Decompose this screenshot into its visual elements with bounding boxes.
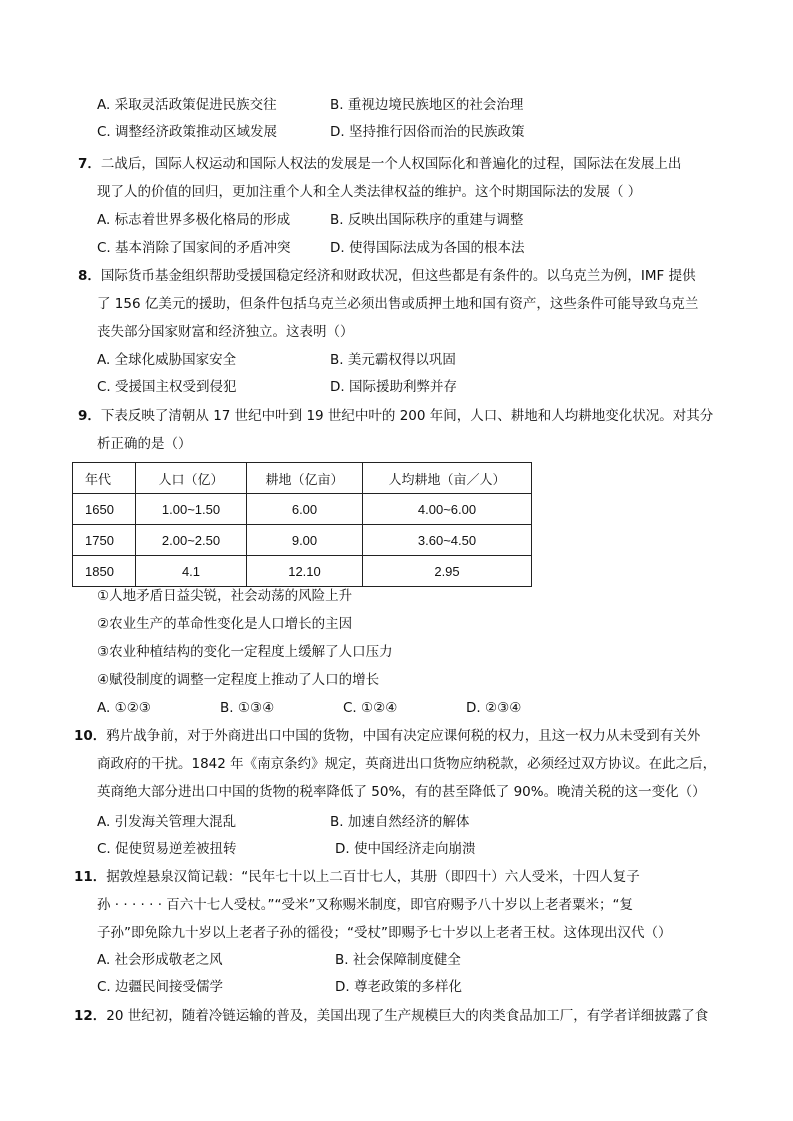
q7-option-d[interactable] — [330, 238, 524, 258]
q12-stem-line1 — [74, 1006, 708, 1026]
option-text: 使得国际法成为各国的根本法 — [348, 240, 525, 256]
q7-option-c[interactable] — [97, 238, 291, 258]
option-label: A. — [97, 952, 111, 968]
option-text: 促使贸易逆差被扭转 — [115, 841, 237, 857]
q11-option-c[interactable] — [97, 977, 223, 997]
q11-option-d[interactable] — [335, 977, 462, 997]
population-farmland-table — [72, 462, 532, 587]
option-text: 引发海关管理大混乱 — [114, 814, 237, 830]
option-label: D. — [330, 240, 345, 256]
option-text: 坚持推行因俗而治的民族政策 — [348, 124, 525, 140]
option-text: ②③④ — [484, 700, 522, 716]
table-cell: 12.10 — [247, 556, 363, 587]
q9-number: 9． — [78, 408, 101, 424]
table-header-row — [73, 463, 532, 494]
option-text: 美元霸权得以巩固 — [347, 352, 456, 368]
option-text: 国际援助利弊并存 — [348, 379, 457, 395]
table-header-cell: 耕地（亿亩） — [247, 463, 363, 494]
q9-option-c[interactable] — [343, 698, 397, 718]
q7-option-a[interactable] — [97, 210, 290, 230]
q10-stem-line3: 英商绝大部分进出口中国的货物的税率降低了 50%，有的甚至降低了 90%。晚清关税的这一变化（） — [97, 784, 706, 800]
option-label: B. — [330, 97, 344, 113]
table-cell: 1750 — [73, 525, 136, 556]
option-label: C. — [97, 979, 111, 995]
q6-option-b[interactable] — [330, 95, 523, 115]
q9-statement-3: ③农业种植结构的变化一定程度上缓解了人口压力 — [97, 644, 393, 660]
option-label: C. — [97, 124, 111, 140]
option-label: A. — [97, 352, 111, 368]
option-label: C. — [343, 700, 357, 716]
option-text: ①②④ — [361, 700, 398, 716]
q11-stem-line1 — [74, 867, 640, 887]
table-cell: 1.00~1.50 — [136, 494, 247, 525]
q9-option-b[interactable] — [220, 698, 274, 718]
q9-text: 下表反映了清朝从 17 世纪中叶到 19 世纪中叶的 200 年间，人口、耕地和人均耕地变化状况。对其分 — [100, 408, 714, 424]
q7-text: 二战后，国际人权运动和国际人权法的发展是一个人权国际化和普遍化的过程，国际法在发展上出 — [100, 156, 682, 172]
q11-option-a[interactable] — [97, 950, 223, 970]
q8-text: 国际货币基金组织帮助受援国稳定经济和财政状况，但这些都是有条件的。以乌克兰为例，IMF 提供 — [100, 268, 696, 284]
q11-number: 11． — [74, 869, 107, 885]
q8-stem-line3: 丧失部分国家财富和经济独立。这表明（） — [97, 324, 354, 340]
table-header-cell: 人均耕地（亩／人） — [363, 463, 532, 494]
option-text: 受援国主权受到侵犯 — [115, 379, 237, 395]
table-cell: 4.1 — [136, 556, 247, 587]
q8-stem-line2: 了 156 亿美元的援助，但条件包括乌克兰必须出售或质押土地和国有资产，这些条件可能导致乌克兰 — [97, 296, 699, 312]
q12-number: 12． — [74, 1008, 107, 1024]
q9-option-a[interactable] — [97, 698, 151, 718]
q9-statement-2: ②农业生产的革命性变化是人口增长的主因 — [97, 616, 353, 632]
option-text: 边疆民间接受儒学 — [115, 979, 224, 995]
table-row — [73, 494, 532, 525]
q6-option-c[interactable] — [97, 122, 277, 142]
table-header-cell: 人口（亿） — [136, 463, 247, 494]
option-text: 调整经济政策推动区域发展 — [115, 124, 278, 140]
q8-stem-line1 — [78, 266, 696, 286]
q6-option-a[interactable] — [97, 95, 277, 115]
q11-stem-line3: 子孙”即免除九十岁以上老者子孙的徭役；“受杖”即赐予七十岁以上老者王杖。这体现出汉代（） — [97, 925, 672, 941]
option-label: B. — [330, 814, 344, 830]
table-header-cell: 年代 — [73, 463, 136, 494]
q10-stem-line2: 商政府的干扰。1842 年《南京条约》规定，英商进出口货物应纳税款，必须经过双方协议。在此之后， — [97, 756, 717, 772]
option-label: D. — [335, 979, 350, 995]
option-label: D. — [335, 841, 350, 857]
q10-option-c[interactable] — [97, 839, 237, 859]
q9-stem-line2: 析正确的是（） — [97, 436, 192, 452]
table-row — [73, 556, 532, 587]
option-text: 采取灵活政策促进民族交往 — [114, 97, 277, 113]
table-cell: 9.00 — [247, 525, 363, 556]
option-label: D. — [330, 124, 345, 140]
q10-option-b[interactable] — [330, 812, 469, 832]
q11-stem-line2: 孙 · · · · · · 百六十七人受杖。”“受米”又称赐米制度，即官府赐予八十岁以上老者粟米；“复 — [97, 897, 634, 913]
q8-option-c[interactable] — [97, 377, 237, 397]
option-label: A. — [97, 700, 111, 716]
table-cell: 1650 — [73, 494, 136, 525]
q9-statement-4: ④赋役制度的调整一定程度上推动了人口的增长 — [97, 672, 380, 688]
option-text: 社会形成敬老之风 — [114, 952, 223, 968]
q7-stem-line1 — [78, 154, 681, 174]
option-text: 反映出国际秩序的重建与调整 — [347, 212, 524, 228]
option-text: 全球化威胁国家安全 — [114, 352, 237, 368]
option-label: A. — [97, 212, 111, 228]
option-label: D. — [330, 379, 345, 395]
q10-number: 10． — [74, 728, 107, 744]
option-label: B. — [335, 952, 349, 968]
table-cell: 6.00 — [247, 494, 363, 525]
q7-number: 7． — [78, 156, 101, 172]
table-row — [73, 525, 532, 556]
q7-stem-line2: 现了人的价值的回归，更加注重个人和全人类法律权益的维护。这个时期国际法的发展（ ） — [97, 184, 642, 200]
q9-stem-line1 — [78, 406, 713, 426]
q11-option-b[interactable] — [335, 950, 461, 970]
q8-number: 8． — [78, 268, 101, 284]
option-text: 加速自然经济的解体 — [347, 814, 470, 830]
option-text: 尊老政策的多样化 — [353, 979, 462, 995]
option-text: 标志着世界多极化格局的形成 — [114, 212, 291, 228]
q11-text: 据敦煌悬泉汉简记载：“民年七十以上二百廿七人，其册（即四十）六人受米，十四人复子 — [106, 869, 640, 885]
q9-statement-1: ①人地矛盾日益尖锐，社会动荡的风险上升 — [97, 588, 353, 604]
q10-option-a[interactable] — [97, 812, 236, 832]
option-text: ①③④ — [237, 700, 275, 716]
option-label: B. — [220, 700, 234, 716]
option-label: C. — [97, 841, 111, 857]
option-label: C. — [97, 240, 111, 256]
q8-option-d[interactable] — [330, 377, 457, 397]
q6-option-d[interactable] — [330, 122, 524, 142]
option-text: 社会保障制度健全 — [352, 952, 461, 968]
option-text: ①②③ — [114, 700, 151, 716]
option-label: A. — [97, 814, 111, 830]
q10-option-d[interactable] — [335, 839, 475, 859]
q12-text: 20 世纪初，随着冷链运输的普及，美国出现了生产规模巨大的肉类食品加工厂，有学者详细披露了食 — [106, 1008, 709, 1024]
q9-option-d[interactable] — [466, 698, 521, 718]
option-label: A. — [97, 97, 111, 113]
table-cell: 2.95 — [363, 556, 532, 587]
q7-option-b[interactable] — [330, 210, 523, 230]
table-cell: 1850 — [73, 556, 136, 587]
q10-stem-line1 — [74, 726, 700, 746]
q8-option-b[interactable] — [330, 350, 456, 370]
option-text: 使中国经济走向崩溃 — [353, 841, 476, 857]
option-text: 重视边境民族地区的社会治理 — [347, 97, 524, 113]
table-cell: 2.00~2.50 — [136, 525, 247, 556]
table-cell: 3.60~4.50 — [363, 525, 532, 556]
option-label: C. — [97, 379, 111, 395]
q10-text: 鸦片战争前，对于外商进出口中国的货物，中国有决定应课何税的权力，且这一权力从未受到有关外 — [106, 728, 701, 744]
option-label: B. — [330, 352, 344, 368]
q8-option-a[interactable] — [97, 350, 236, 370]
option-label: B. — [330, 212, 344, 228]
option-label: D. — [466, 700, 481, 716]
table-cell: 4.00~6.00 — [363, 494, 532, 525]
option-text: 基本消除了国家间的矛盾冲突 — [115, 240, 291, 256]
